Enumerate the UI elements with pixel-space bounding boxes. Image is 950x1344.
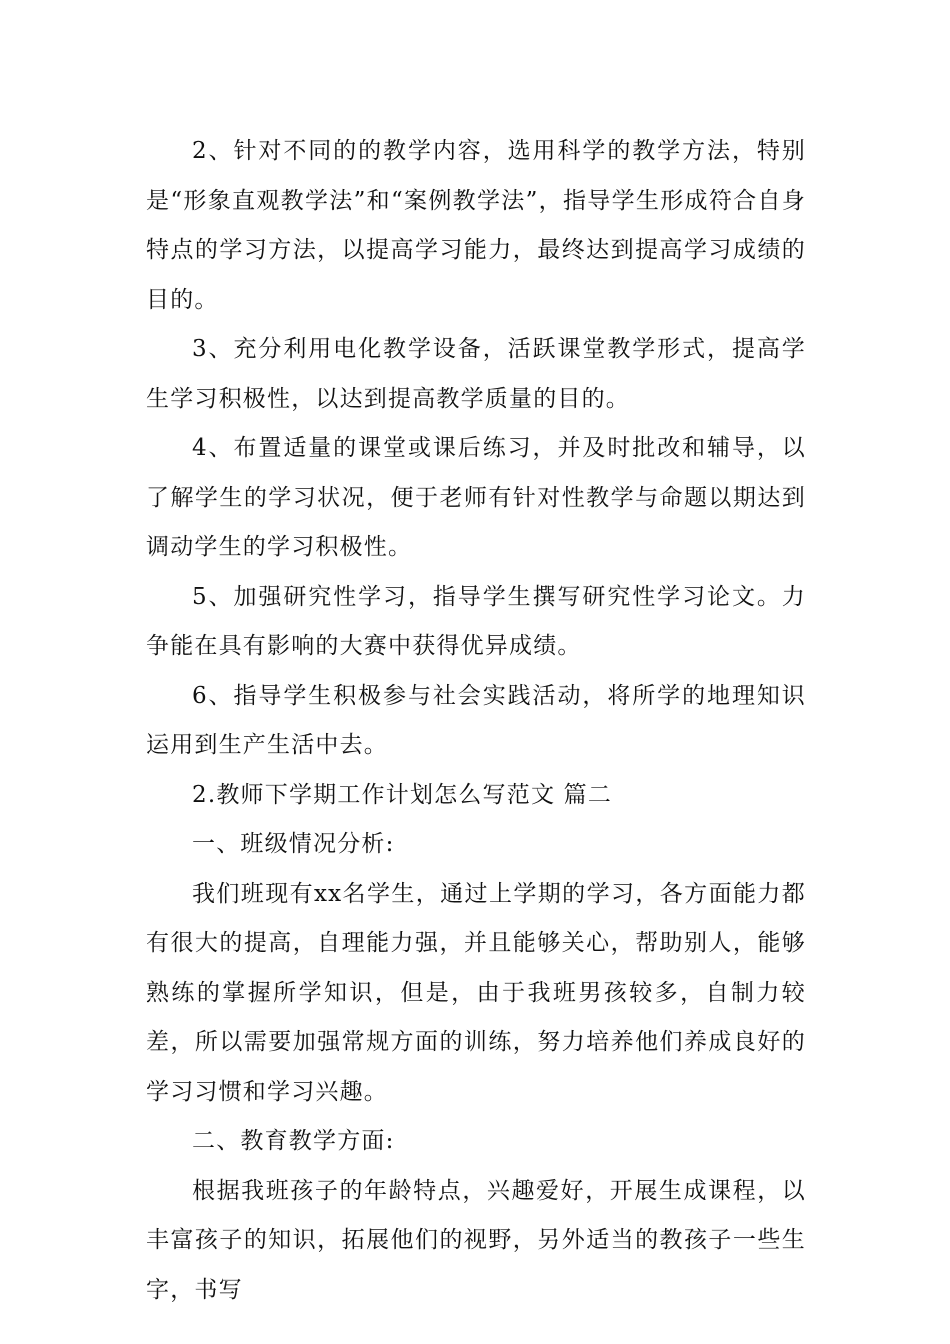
- paragraph-class-analysis: 我们班现有xx名学生，通过上学期的学习，各方面能力都有很大的提高，自理能力强，并且能够关心，帮助别人，能够熟练的掌握所学知识，但是，由于我班男孩较多，自制力较差，所以需要加强常规方面的训练，努力培养他们养成良好的学习习惯和学习兴趣。: [146, 880, 806, 1105]
- section-title: 2.教师下学期工作计划怎么写范文 篇二: [192, 781, 613, 808]
- paragraph-item-5: 5、加强研究性学习，指导学生撰写研究性学习论文。力争能在具有影响的大赛中获得优异成绩。: [146, 583, 806, 659]
- paragraph-item-4: 4、布置适量的课堂或课后练习，并及时批改和辅导，以了解学生的学习状况，便于老师有针对性教学与命题以期达到调动学生的学习积极性。: [146, 435, 806, 560]
- document-body: [146, 127, 806, 1315]
- subheading-teaching: 二、教育教学方面:: [192, 1128, 395, 1154]
- subheading-class-analysis: 一、班级情况分析:: [192, 831, 395, 857]
- paragraph-item-6: 6、指导学生积极参与社会实践活动，将所学的地理知识运用到生产生活中去。: [146, 682, 806, 758]
- paragraph-teaching: 根据我班孩子的年龄特点，兴趣爱好，开展生成课程，以丰富孩子的知识，拓展他们的视野，另外适当的教孩子一些生字，书写: [146, 1177, 806, 1303]
- paragraph-item-3: 3、充分利用电化教学设备，活跃课堂教学形式，提高学生学习积极性，以达到提高教学质量的目的。: [146, 336, 806, 412]
- paragraph-item-2: 2、针对不同的的教学内容，选用科学的教学方法，特别是“形象直观教学法”和“案例教学法”，指导学生形成符合自身特点的学习方法，以提高学习能力，最终达到提高学习成绩的目的。: [146, 138, 806, 313]
